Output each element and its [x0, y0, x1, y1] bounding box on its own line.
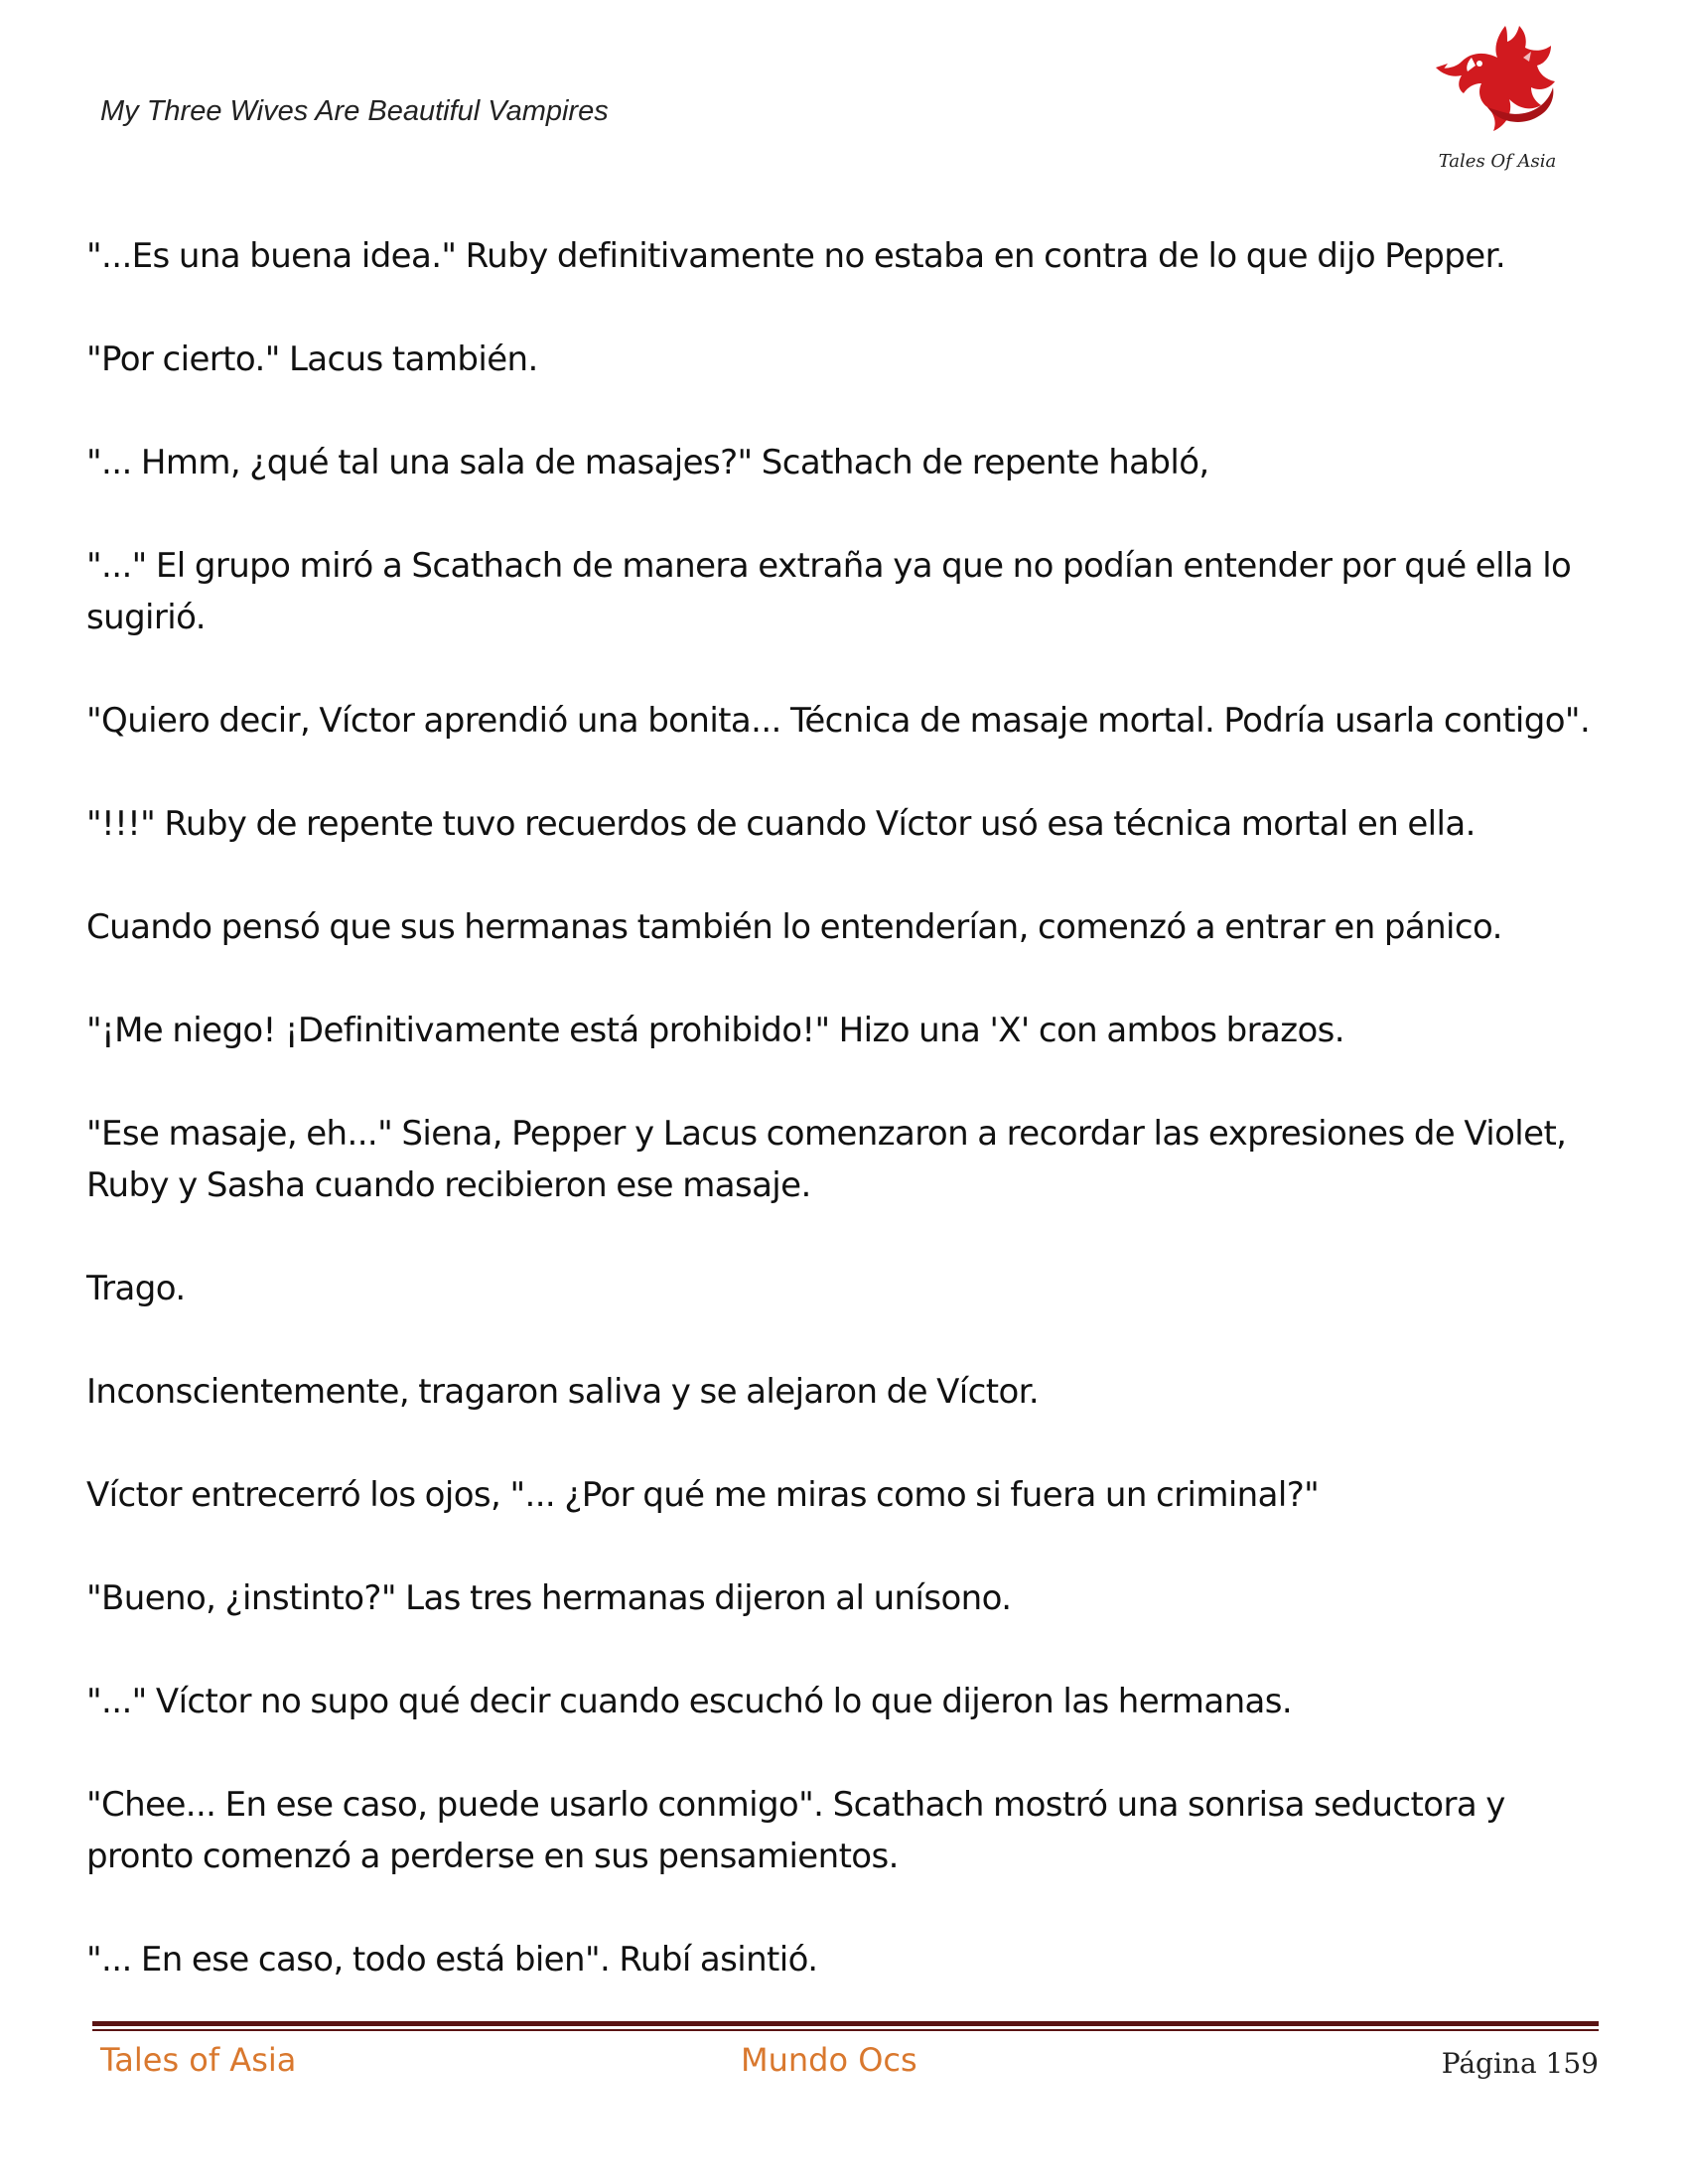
paragraph: "... Hmm, ¿qué tal una sala de masajes?" Scathach de repente habló,: [86, 443, 1209, 482]
dragon-logo-icon: [1428, 18, 1567, 157]
footer-section: Mundo Ocs: [741, 2041, 917, 2079]
paragraph: "Bueno, ¿instinto?" Las tres hermanas dijeron al unísono.: [86, 1578, 1012, 1618]
footer-divider-thick: [92, 2021, 1599, 2026]
paragraph: Víctor entrecerró los ojos, "... ¿Por qué me miras como si fuera un criminal?": [86, 1475, 1320, 1515]
paragraph: "..." El grupo miró a Scathach de manera extraña ya que no podían entender por qué ella lo sugirió.: [86, 546, 1572, 637]
logo-wordmark: Tales Of Asia: [1438, 151, 1557, 172]
footer-divider-thin: [92, 2029, 1599, 2031]
paragraph: Trago.: [86, 1269, 186, 1308]
paragraph: "...Es una buena idea." Ruby definitivamente no estaba en contra de lo que dijo Pepper.: [86, 236, 1506, 276]
paragraph: Cuando pensó que sus hermanas también lo entenderían, comenzó a entrar en pánico.: [86, 907, 1502, 947]
paragraph: "!!!" Ruby de repente tuvo recuerdos de cuando Víctor usó esa técnica mortal en ella.: [86, 804, 1476, 844]
publisher-logo: [1428, 18, 1567, 183]
paragraph: "Por cierto." Lacus también.: [86, 340, 538, 379]
paragraph: "Ese masaje, eh..." Siena, Pepper y Lacus comenzaron a recordar las expresiones de Violet, Ruby y Sasha cuando recibieron ese masaje.: [86, 1114, 1567, 1205]
paragraph: "Quiero decir, Víctor aprendió una bonita... Técnica de masaje mortal. Podría usarla contigo".: [86, 701, 1591, 741]
paragraph: "..." Víctor no supo qué decir cuando escuchó lo que dijeron las hermanas.: [86, 1682, 1293, 1721]
paragraph: "¡Me niego! ¡Definitivamente está prohibido!" Hizo una 'X' con ambos brazos.: [86, 1011, 1344, 1050]
footer-publisher: Tales of Asia: [100, 2041, 297, 2079]
paragraph: "Chee... En ese caso, puede usarlo conmigo". Scathach mostró una sonrisa seductora y pronto comenzó a perderse en sus pensamientos.: [86, 1785, 1505, 1876]
document-title: My Three Wives Are Beautiful Vampires: [100, 95, 609, 127]
page-body: [86, 230, 1616, 2037]
paragraph: Inconscientemente, tragaron saliva y se alejaron de Víctor.: [86, 1372, 1040, 1412]
paragraph: "... En ese caso, todo está bien". Rubí asintió.: [86, 1940, 818, 1979]
page-number: Página 159: [1441, 2047, 1599, 2080]
